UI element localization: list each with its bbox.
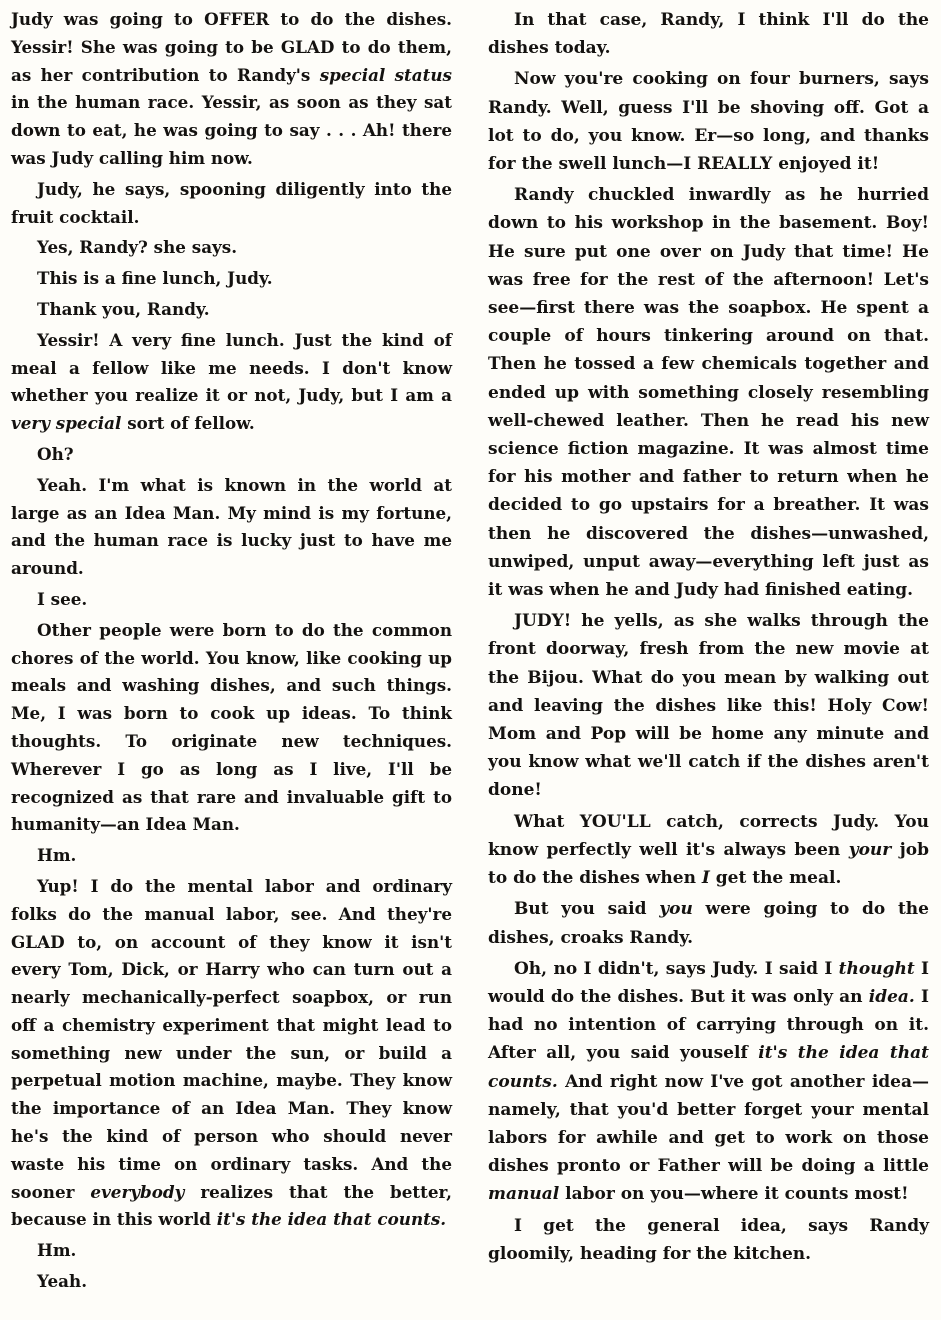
right-paragraph: But you said you were going to do the dishes, croaks Randy. (488, 899, 929, 948)
left-paragraph: Yeah. I'm what is known in the world at large as an Idea Man. My mind is my fortune, and the human race is lucky just to have me around. (11, 474, 452, 579)
left-column (11, 6, 452, 1299)
left-paragraph: Judy, he says, spooning diligently into the fruit cocktail. (11, 178, 452, 227)
right-paragraph: Randy chuckled inwardly as he hurried down to his workshop in the basement. Boy! He sure put one over on Judy that time! He was free for the rest of the afternoon! Let's see—first there was the soapbox. He spent a couple of hours tinkering around on that. Then he tossed a few chemicals together and ended up with something closely resembling well-chewed leather. Then he read his new science fiction magazine. It was almost time for his mother and father to return when he decided to go upstairs for a breather. It was then he discovered the dishes—unwashed, unwiped, unput away—everything left just as it was when he and Judy had finished eating. (488, 185, 929, 601)
left-paragraph: Thank you, Randy. (37, 298, 210, 319)
right-paragraph: What YOU'LL catch, corrects Judy. You know perfectly well it's always been your job to do the dishes when I get the meal. (488, 811, 930, 889)
right-paragraph: In that case, Randy, I think I'll do the dishes today. (488, 10, 929, 59)
left-paragraph: Yup! I do the mental labor and ordinary folks do the manual labor, see. And they're GLAD to, on account of they know it isn't every Tom, Dick, or Harry who can turn out a nearly mechanically-perfect soapbox, or run off a chemistry experiment that might lead to something new under the sun, or build a perpetual motion machine, maybe. They know the importance of an Idea Man. They know he's the kind of person who should never waste his time on ordinary tasks. And the sooner everybody realizes that the better, because in this world it's the idea that counts. (11, 875, 452, 1230)
right-paragraph: JUDY! he yells, as she walks through the front doorway, fresh from the new movie at the Bijou. What do you mean by walking out and leaving the dishes like this! Holy Cow! Mom and Pop will be home any minute and you know what we'll catch if the dishes aren't done! (488, 611, 929, 801)
right-paragraph: Now you're cooking on four burners, says Randy. Well, guess I'll be shoving off. Got a lot to do, you know. Er—so long, and thanks for the swell lunch—I REALLY enjoyed it! (488, 69, 929, 175)
left-paragraph: Judy was going to OFFER to do the dishes. Yessir! She was going to be GLAD to do them, as her contribution to Randy's special status in the human race. Yessir, as soon as they sat down to eat, he was going to say . . . Ah! there was Judy calling him now. (11, 9, 452, 168)
right-column (488, 6, 929, 1271)
left-paragraph: Yeah. (37, 1271, 88, 1292)
left-paragraph: Yessir! A very fine lunch. Just the kind of meal a fellow like me needs. I don't know whether you realize it or not, Judy, but I am a very special sort of fellow. (11, 329, 452, 434)
right-paragraph: I get the general idea, says Randy gloomily, heading for the kitchen. (488, 1215, 929, 1264)
left-paragraph: Yes, Randy? she says. (37, 237, 238, 258)
left-paragraph: Oh? (37, 443, 74, 464)
left-paragraph: This is a fine lunch, Judy. (37, 268, 273, 289)
left-paragraph: I see. (37, 588, 88, 609)
left-paragraph: Hm. (37, 1240, 77, 1261)
left-paragraph: Other people were born to do the common chores of the world. You know, like cooking up meals and washing dishes, and such things. Me, I was born to cook up ideas. To think thoughts. To originate new techniques. Wherever I go as long as I live, I'll be recognized as that rare and invaluable gift to humanity—an Idea Man. (11, 619, 452, 835)
left-paragraph: Hm. (37, 845, 77, 866)
right-paragraph: Oh, no I didn't, says Judy. I said I thought I would do the dishes. But it was only an idea. I had no intention of carrying through on it. After all, you said youself it's the idea that counts. And right now I've got another idea—namely, that you'd better forget your mental labors for awhile and get to work on those dishes pronto or Father will be doing a little manual labor on you—where it counts most! (488, 958, 929, 1205)
